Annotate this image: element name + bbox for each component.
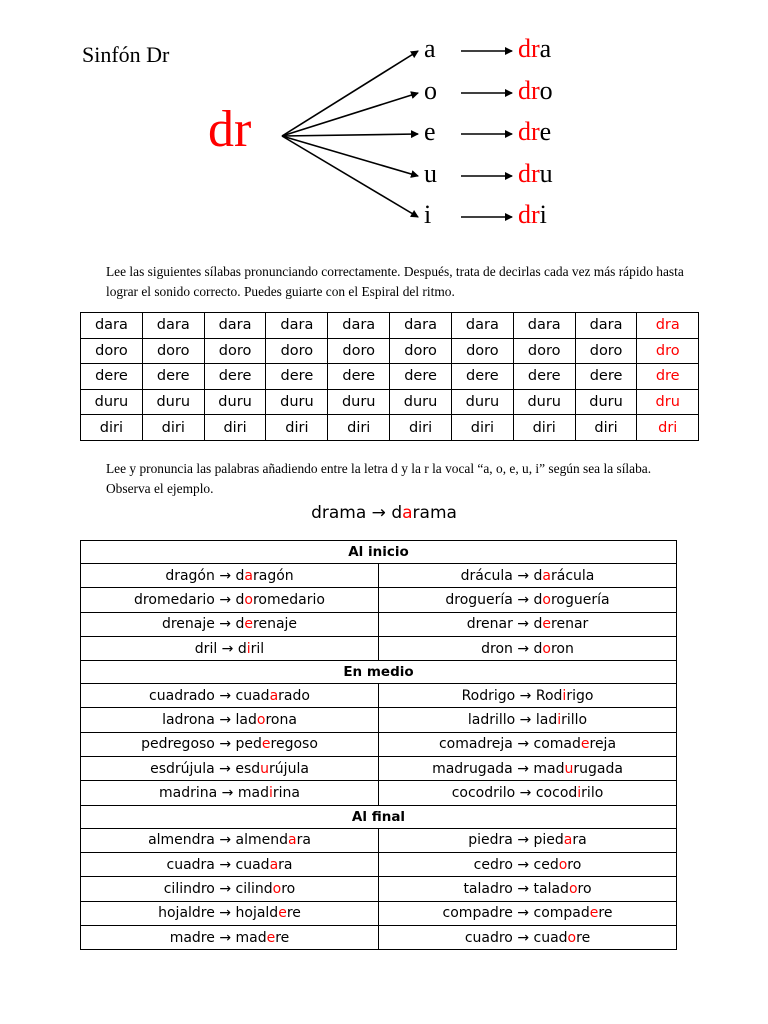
word-cell: Rodrigo → Rodirigo bbox=[379, 684, 677, 708]
word-cell: drenaje → derenaje bbox=[81, 612, 379, 636]
word-cell: drácula → darácula bbox=[379, 564, 677, 588]
fan-result: dru bbox=[518, 159, 553, 188]
syllable-row bbox=[81, 313, 699, 339]
word-row bbox=[81, 757, 677, 781]
fan-result: dro bbox=[518, 76, 553, 105]
word-cell: madrugada → madurugada bbox=[379, 757, 677, 781]
fan-vowel: o bbox=[424, 76, 437, 105]
word-cell: taladro → taladoro bbox=[379, 877, 677, 901]
word-row bbox=[81, 925, 677, 949]
syllable-cell: duru bbox=[204, 389, 266, 415]
word-cell: esdrújula → esdurújula bbox=[81, 757, 379, 781]
syllable-cell: doro bbox=[328, 338, 390, 364]
page-title: Sinfón Dr bbox=[82, 42, 170, 67]
word-row bbox=[81, 781, 677, 805]
word-cell: almendra → almendara bbox=[81, 828, 379, 852]
syllable-cell: diri bbox=[204, 415, 266, 441]
syllable-cell: dere bbox=[81, 364, 143, 390]
word-row bbox=[81, 708, 677, 732]
target-syllable-cell: dru bbox=[637, 389, 699, 415]
syllable-cell: diri bbox=[266, 415, 328, 441]
syllable-cell: doro bbox=[142, 338, 204, 364]
word-cell: madre → madere bbox=[81, 925, 379, 949]
syllable-cell: duru bbox=[513, 389, 575, 415]
fan-vowel: a bbox=[424, 34, 436, 63]
syllable-cell: dara bbox=[575, 313, 637, 339]
syllable-cell: dere bbox=[390, 364, 452, 390]
word-cell: ladrillo → ladirillo bbox=[379, 708, 677, 732]
example-result: darama bbox=[391, 503, 457, 523]
word-cell: dron → doron bbox=[379, 636, 677, 660]
word-row bbox=[81, 588, 677, 612]
syllable-cell: dara bbox=[142, 313, 204, 339]
syllable-table bbox=[80, 312, 699, 441]
syllable-cell: diri bbox=[513, 415, 575, 441]
word-row bbox=[81, 732, 677, 756]
word-cell: droguería → doroguería bbox=[379, 588, 677, 612]
target-syllable-cell: dre bbox=[637, 364, 699, 390]
syllable-cell: doro bbox=[204, 338, 266, 364]
syllable-cell: doro bbox=[81, 338, 143, 364]
arrow-icon: → bbox=[371, 503, 386, 523]
syllable-cell: diri bbox=[451, 415, 513, 441]
fan-branch-arrow bbox=[282, 51, 418, 136]
fan-branch-arrow bbox=[282, 93, 418, 136]
word-cell: dragón → daragón bbox=[81, 564, 379, 588]
section-title: Al final bbox=[81, 805, 677, 828]
word-table bbox=[80, 540, 677, 950]
syllable-cell: duru bbox=[575, 389, 637, 415]
syllable-cell: dara bbox=[390, 313, 452, 339]
word-cell: comadreja → comadereja bbox=[379, 732, 677, 756]
syllable-cell: doro bbox=[266, 338, 328, 364]
syllable-cell: dere bbox=[142, 364, 204, 390]
syllable-row bbox=[81, 338, 699, 364]
fan-result: dre bbox=[518, 117, 552, 146]
word-cell: pedregoso → pederegoso bbox=[81, 732, 379, 756]
word-row bbox=[81, 828, 677, 852]
syllable-row bbox=[81, 415, 699, 441]
syllable-cell: dara bbox=[204, 313, 266, 339]
instructions-syllables: Lee las siguientes sílabas pronunciando correctamente. Después, trata de decirlas cada vez más rápido hasta lograr el sonido correcto. Puedes guiarte con el Espiral del ritmo. bbox=[106, 264, 684, 299]
target-syllable-cell: dro bbox=[637, 338, 699, 364]
fan-result: dri bbox=[518, 200, 547, 229]
syllable-cell: dere bbox=[266, 364, 328, 390]
word-cell: ladrona → ladorona bbox=[81, 708, 379, 732]
syllable-cell: dere bbox=[328, 364, 390, 390]
word-cell: drenar → derenar bbox=[379, 612, 677, 636]
fan-vowel: i bbox=[424, 200, 432, 229]
syllable-cell: diri bbox=[328, 415, 390, 441]
syllable-cell: dara bbox=[266, 313, 328, 339]
fan-diagram bbox=[0, 0, 768, 260]
section-title: Al inicio bbox=[81, 541, 677, 564]
fan-branch-arrow bbox=[282, 136, 418, 176]
syllable-cell: diri bbox=[142, 415, 204, 441]
word-cell: piedra → piedara bbox=[379, 828, 677, 852]
syllable-cell: duru bbox=[328, 389, 390, 415]
word-cell: madrina → madirina bbox=[81, 781, 379, 805]
word-row bbox=[81, 564, 677, 588]
word-cell: compadre → compadere bbox=[379, 901, 677, 925]
syllable-cell: dara bbox=[81, 313, 143, 339]
syllable-cell: doro bbox=[575, 338, 637, 364]
word-cell: cuadra → cuadara bbox=[81, 852, 379, 876]
fan-vowel: u bbox=[424, 159, 437, 188]
syllable-cell: diri bbox=[390, 415, 452, 441]
instructions-words: Lee y pronuncia las palabras añadiendo entre la letra d y la r la vocal “a, o, e, u, i” según sea la sílaba. Observa el ejemplo. bbox=[106, 461, 652, 496]
fan-vowel: e bbox=[424, 117, 436, 146]
example-line bbox=[0, 503, 768, 523]
word-cell: cilindro → cilindoro bbox=[81, 877, 379, 901]
syllable-cell: dara bbox=[328, 313, 390, 339]
word-cell: cocodrilo → cocodirilo bbox=[379, 781, 677, 805]
syllable-cell: doro bbox=[390, 338, 452, 364]
word-cell: dromedario → doromedario bbox=[81, 588, 379, 612]
word-row bbox=[81, 612, 677, 636]
section-title: En medio bbox=[81, 661, 677, 684]
syllable-cell: diri bbox=[575, 415, 637, 441]
syllable-row bbox=[81, 389, 699, 415]
word-cell: cedro → cedoro bbox=[379, 852, 677, 876]
word-row bbox=[81, 852, 677, 876]
syllable-cell: duru bbox=[451, 389, 513, 415]
example-word: drama bbox=[311, 503, 367, 523]
root-syllable: dr bbox=[208, 101, 252, 158]
section-header-row bbox=[81, 661, 677, 684]
syllable-cell: doro bbox=[513, 338, 575, 364]
syllable-row bbox=[81, 364, 699, 390]
syllable-cell: duru bbox=[142, 389, 204, 415]
word-row bbox=[81, 877, 677, 901]
syllable-cell: duru bbox=[390, 389, 452, 415]
syllable-cell: dere bbox=[513, 364, 575, 390]
section-header-row bbox=[81, 805, 677, 828]
syllable-cell: duru bbox=[81, 389, 143, 415]
syllable-cell: doro bbox=[451, 338, 513, 364]
word-row bbox=[81, 684, 677, 708]
word-cell: hojaldre → hojaldere bbox=[81, 901, 379, 925]
word-row bbox=[81, 636, 677, 660]
word-cell: cuadrado → cuadarado bbox=[81, 684, 379, 708]
fan-branch-arrow bbox=[282, 136, 418, 217]
syllable-cell: dara bbox=[513, 313, 575, 339]
word-cell: cuadro → cuadore bbox=[379, 925, 677, 949]
syllable-cell: diri bbox=[81, 415, 143, 441]
target-syllable-cell: dri bbox=[637, 415, 699, 441]
syllable-cell: dere bbox=[451, 364, 513, 390]
target-syllable-cell: dra bbox=[637, 313, 699, 339]
syllable-cell: dere bbox=[204, 364, 266, 390]
syllable-cell: dara bbox=[451, 313, 513, 339]
syllable-cell: duru bbox=[266, 389, 328, 415]
word-cell: dril → diril bbox=[81, 636, 379, 660]
word-row bbox=[81, 901, 677, 925]
section-header-row bbox=[81, 541, 677, 564]
fan-result: dra bbox=[518, 34, 552, 63]
fan-branch-arrow bbox=[282, 134, 418, 136]
syllable-cell: dere bbox=[575, 364, 637, 390]
